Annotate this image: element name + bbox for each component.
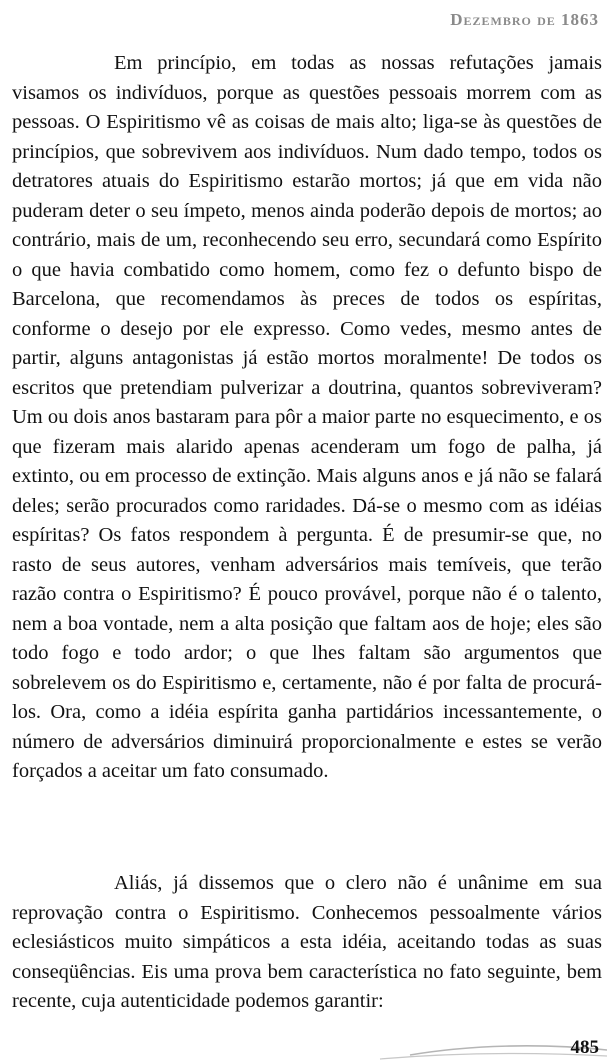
- running-header: Dezembro de 1863: [450, 10, 599, 29]
- paragraph-2: [12, 869, 602, 1017]
- paragraph-1: [12, 49, 602, 787]
- paragraph-text: Aliás, já dissemos que o clero não é unânime em sua reprovação contra o Espiritismo. Conhecemos pessoalmente vários eclesiásticos muito simpáticos a esta idéia, aceitando todas as suas conseqüências. Eis uma prova bem característica no fato seguinte, bem recente, cuja autenticidade podemos garantir:: [12, 872, 602, 1012]
- footer-swoosh-ornament: [0, 1023, 607, 1063]
- paragraph-text: Em princípio, em todas as nossas refutações jamais visamos os indivíduos, porque as questões pessoais morrem com as pessoas. O Espiritismo vê as coisas de mais alto; liga-se às questões de princípios, que sobrevivem aos indivíduos. Num dado tempo, todos os detratores atuais do Espiritismo estarão mortos; já que em vida não puderam deter o seu ímpeto, menos ainda poderão depois de mortos; ao contrário, mais de um, reconhecendo seu erro, secundará como Espírito o que havia combatido como homem, como fez o defunto bispo de Barcelona, que recomendamos às preces de todos os espíritas, conforme o desejo por ele expresso. Como vedes, mesmo antes de partir, alguns antagonistas já estão mortos moralmente! De todos os escritos que pretendiam pulverizar a doutrina, quantos sobreviveram? Um ou dois anos bastaram para pôr a maior parte no esquecimento, e os que fizeram mais alarido apenas acenderam um fogo de palha, já extinto, ou em processo de extinção. Mais alguns anos e já não se falará deles; serão procurados como raridades. Dá-se o mesmo com as idéias espíritas? Os fatos respondem à pergunta. É de presumir-se que, no rasto de seus autores, venham adversários mais temíveis, que terão razão contra o Espiritismo? É pouco provável, porque não é o talento, nem a boa vontade, nem a alta posição que faltam aos de hoje; eles são todo fogo e todo ardor; o que lhes faltam são argumentos que sobrelevem os do Espiritismo e, certamente, não é por falta de procurá-los. Ora, como a idéia espírita ganha partidários incessantemente, o número de adversários diminuirá proporcionalmente e estes se verão forçados a aceitar um fato consumado.: [12, 52, 602, 782]
- page-number: 485: [570, 1037, 599, 1058]
